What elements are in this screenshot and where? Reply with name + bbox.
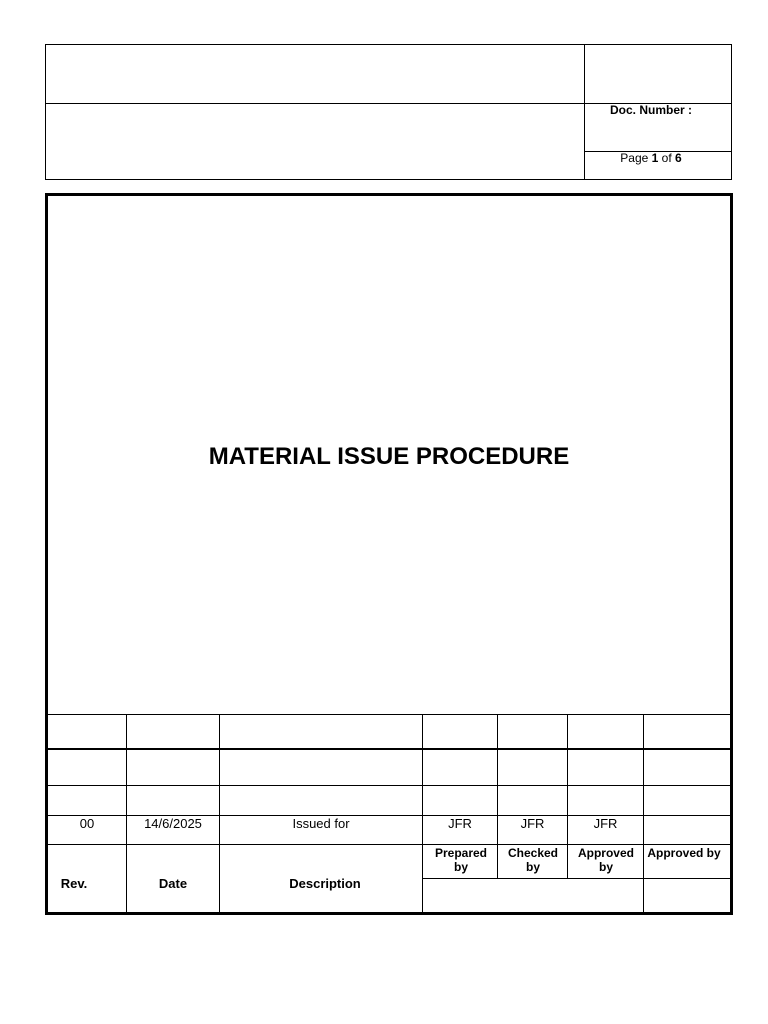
page-of: of bbox=[661, 151, 672, 165]
rev-table-row-line bbox=[45, 785, 733, 786]
rev-table-thick-border bbox=[45, 748, 733, 750]
document-title: MATERIAL ISSUE PROCEDURE bbox=[208, 443, 570, 470]
rev-table-top-border bbox=[45, 714, 733, 715]
doc-number-label: Doc. Number : bbox=[609, 103, 692, 117]
rev-table-header-line bbox=[45, 844, 733, 845]
rev-cell: 00 bbox=[79, 816, 95, 831]
approved-by-header: Approved by bbox=[577, 846, 634, 874]
rev-table-col-line bbox=[643, 714, 644, 912]
checked-by-cell: JFR bbox=[520, 816, 545, 831]
date-cell: 14/6/2025 bbox=[144, 816, 202, 831]
page-current: 1 bbox=[651, 151, 659, 165]
approved-by-cell: JFR bbox=[593, 816, 618, 831]
page-word: Page bbox=[620, 151, 649, 165]
cover-frame bbox=[45, 193, 733, 915]
date-header: Date bbox=[158, 876, 188, 891]
rev-table-col-line bbox=[567, 714, 568, 878]
description-cell: Issued for bbox=[292, 816, 350, 831]
approved-by-header-2: Approved by bbox=[647, 846, 721, 860]
rev-table-col-line bbox=[497, 714, 498, 878]
page-total: 6 bbox=[675, 151, 682, 165]
prepared-by-cell: JFR bbox=[448, 816, 472, 831]
checked-by-header: Checked by bbox=[507, 846, 559, 874]
rev-header: Rev. bbox=[60, 876, 88, 891]
prepared-by-header: Prepared by bbox=[434, 846, 488, 874]
description-header: Description bbox=[289, 876, 361, 891]
page-indicator bbox=[585, 151, 717, 166]
rev-table-subheader-line bbox=[422, 878, 733, 879]
